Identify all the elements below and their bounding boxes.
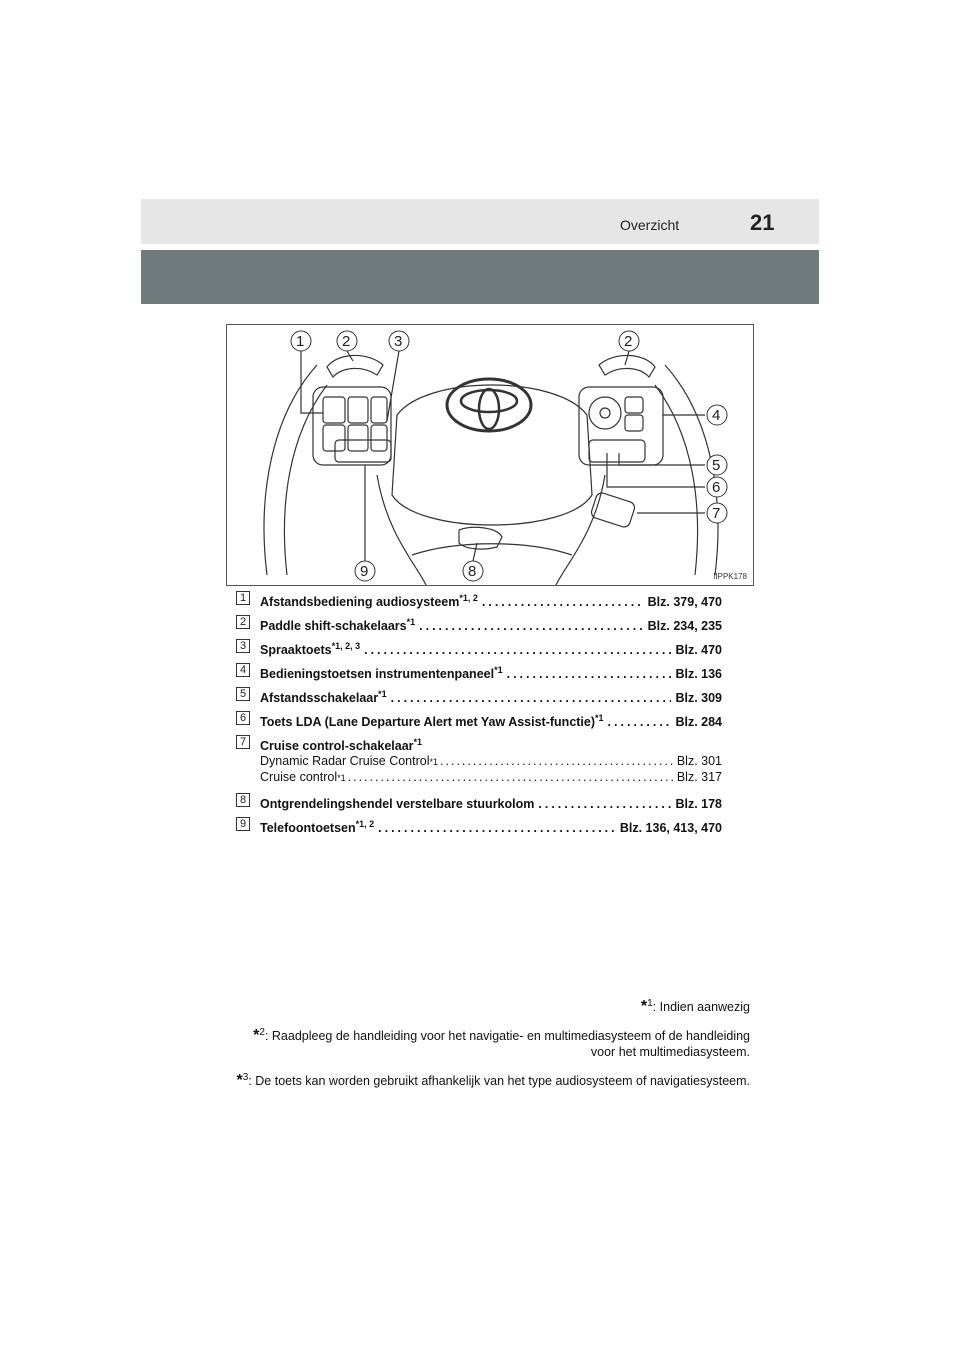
- legend-page-ref: Blz. 136: [675, 667, 722, 682]
- svg-text:2: 2: [624, 333, 633, 350]
- callout-7: [707, 503, 727, 523]
- callout-4: [707, 405, 727, 425]
- header-band: [141, 250, 819, 304]
- callout-9: [355, 561, 375, 581]
- legend-page-ref: Blz. 136, 413, 470: [619, 821, 722, 836]
- svg-text:8: 8: [468, 563, 477, 580]
- callout-1: [291, 331, 311, 351]
- callout-5: [707, 455, 727, 475]
- legend-number: 7: [236, 735, 250, 749]
- legend-item: [236, 686, 722, 710]
- page-number: 21: [750, 210, 775, 235]
- callout-6: [707, 477, 727, 497]
- legend-page-ref: Blz. 284: [675, 715, 722, 730]
- legend-label: Telefoontoetsen$^{*1, 2}$: [260, 819, 375, 836]
- svg-text:5: 5: [712, 457, 721, 474]
- sub-item: Dynamic Radar Cruise Control *1 ..... Blz. 301: [260, 754, 722, 770]
- legend-page-ref: Blz. 470: [675, 643, 722, 658]
- legend-number: 9: [236, 817, 250, 831]
- svg-text:3: 3: [394, 333, 403, 350]
- legend-number: 6: [236, 711, 250, 725]
- legend-item: [236, 614, 722, 638]
- steering-wheel-drawing: [227, 325, 754, 586]
- legend-label: Afstandsschakelaar$^{*1}$: [260, 689, 387, 706]
- legend-item: [236, 734, 722, 786]
- footnote: *$^3$: De toets kan worden gebruikt afhankelijk van het type audiosysteem of navigatiesysteem.: [236, 1072, 750, 1090]
- legend-page-ref: Blz. 178: [675, 797, 722, 812]
- section-title: Overzicht: [620, 217, 680, 233]
- sub-item: Cruise control *1 ..... Blz. 317: [260, 770, 722, 786]
- callout-8: [463, 561, 483, 581]
- footnotes: [230, 996, 750, 1099]
- legend-number: 8: [236, 793, 250, 807]
- legend-item: [236, 710, 722, 734]
- callout-3: [389, 331, 409, 351]
- svg-text:7: 7: [712, 505, 721, 522]
- legend-label: Afstandsbediening audiosysteem$^{*1, 2}$: [260, 593, 478, 610]
- legend-label: Ontgrendelingshendel verstelbare stuurkolom: [260, 797, 535, 812]
- legend-item: [236, 662, 722, 686]
- legend-item: [236, 590, 722, 614]
- legend-label: Bedieningstoetsen instrumentenpaneel$^{*1}$: [260, 665, 503, 682]
- legend-label: Paddle shift-schakelaars$^{*1}$: [260, 617, 416, 634]
- svg-text:9: 9: [360, 563, 369, 580]
- cruise-sub-list: [260, 754, 722, 786]
- callout-2-left: [337, 331, 357, 351]
- legend-number: 3: [236, 639, 250, 653]
- legend-page-ref: Blz. 309: [675, 691, 722, 706]
- legend-label: Spraaktoets$^{*1, 2, 3}$: [260, 641, 361, 658]
- legend-item: [236, 638, 722, 662]
- legend-number: 4: [236, 663, 250, 677]
- svg-text:1: 1: [296, 333, 305, 350]
- legend-number: 5: [236, 687, 250, 701]
- legend-item: [236, 792, 722, 816]
- svg-text:2: 2: [342, 333, 351, 350]
- svg-text:4: 4: [712, 407, 721, 424]
- legend-page-ref: Blz. 234, 235: [647, 619, 722, 634]
- figure-code: IIPPK178: [713, 572, 747, 581]
- legend-number: 1: [236, 591, 250, 605]
- svg-text:6: 6: [712, 479, 721, 496]
- legend-label: Cruise control-schakelaar$^{*1}$: [260, 737, 423, 754]
- steering-wheel-figure: [226, 324, 754, 586]
- callout-2-right: [619, 331, 639, 351]
- legend-item: [236, 816, 722, 840]
- footnote: *$^2$: Raadpleeg de handleiding voor het navigatie- en multimediasysteem of de handleiding voor het multimediasysteem.: [253, 1027, 750, 1060]
- sub-page-ref: Blz. 301: [676, 754, 722, 769]
- legend-page-ref: Blz. 379, 470: [647, 595, 722, 610]
- header-bar: [141, 199, 819, 244]
- legend-list: [236, 590, 722, 840]
- footnote: *$^1$: Indien aanwezig: [640, 998, 750, 1016]
- legend-label: Toets LDA (Lane Departure Alert met Yaw Assist-functie)$^{*1}$: [260, 713, 604, 730]
- sub-page-ref: Blz. 317: [676, 770, 722, 785]
- legend-number: 2: [236, 615, 250, 629]
